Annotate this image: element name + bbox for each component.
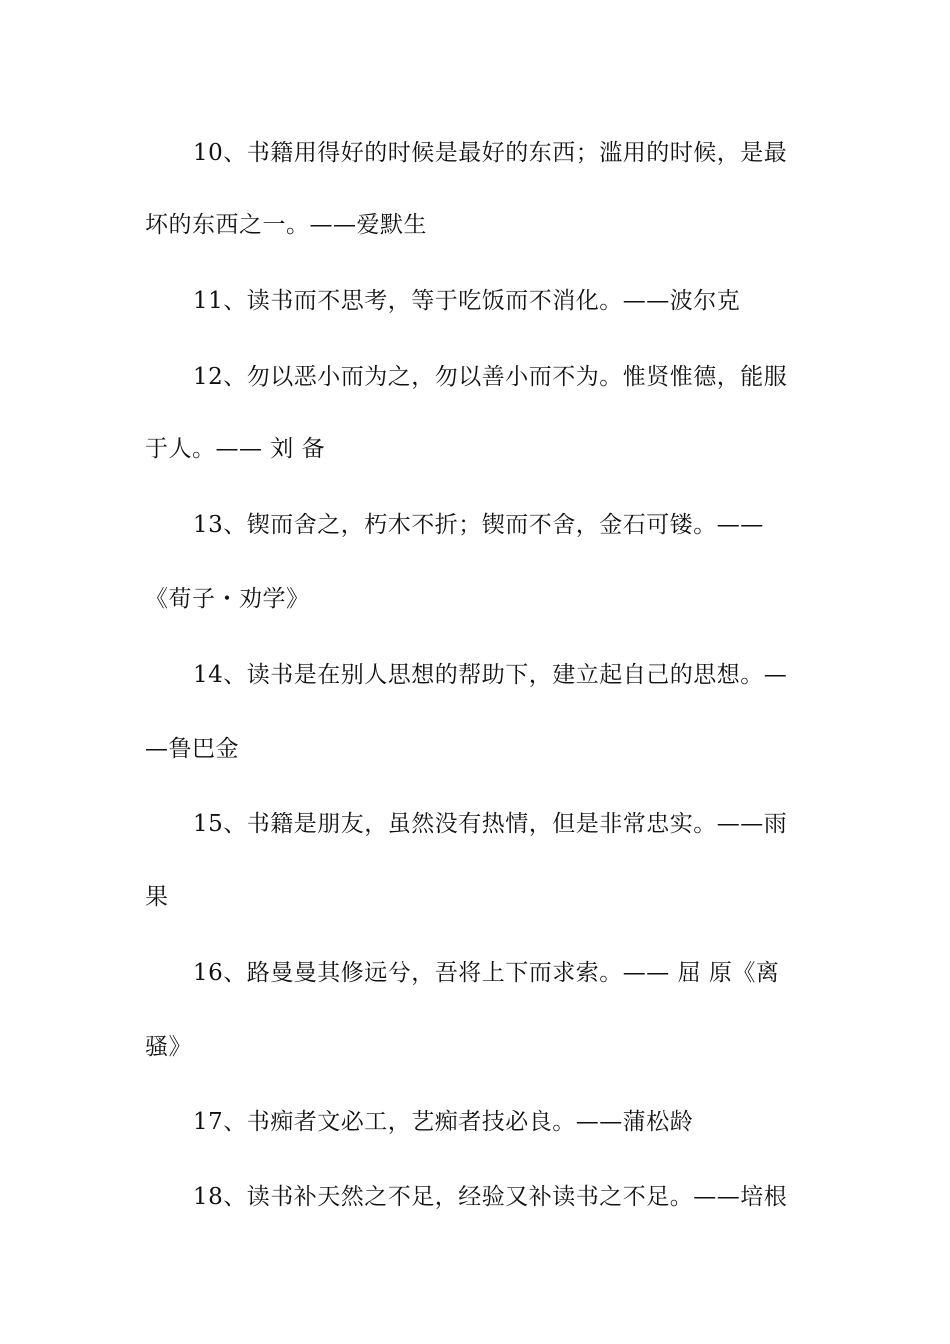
quote-10-line-2: 坏的东西之一。——爱默生	[145, 212, 427, 238]
quote-12-line-1: 12、勿以恶小而为之，勿以善小而不为。惟贤惟德，能服	[193, 364, 788, 390]
quote-15-line-2: 果	[145, 884, 169, 910]
quote-14-line-2: —鲁巴金	[145, 736, 239, 762]
quote-14-line-1: 14、读书是在别人思想的帮助下，建立起自己的思想。—	[193, 662, 788, 688]
quote-15-line-1: 15、书籍是朋友，虽然没有热情，但是非常忠实。——雨	[193, 811, 788, 837]
quote-18-line-1: 18、读书补天然之不足，经验又补读书之不足。——培根	[193, 1184, 788, 1210]
quote-13-line-1: 13、锲而舍之，朽木不折；锲而不舍，金石可镂。——	[193, 512, 764, 538]
quote-16-line-1: 16、路曼曼其修远兮，吾将上下而求索。—— 屈 原《离	[193, 960, 780, 986]
quote-11-line-1: 11、读书而不思考，等于吃饭而不消化。——波尔克	[193, 288, 741, 314]
quote-13-line-2: 《荀子・劝学》	[145, 586, 310, 612]
quote-17-line-1: 17、书痴者文必工，艺痴者技必良。——蒲松龄	[193, 1109, 694, 1135]
quote-16-line-2: 骚》	[145, 1034, 192, 1060]
quote-10-line-1: 10、书籍用得好的时候是最好的东西；滥用的时候，是最	[193, 140, 788, 166]
quote-12-line-2: 于人。—— 刘 备	[145, 436, 326, 462]
